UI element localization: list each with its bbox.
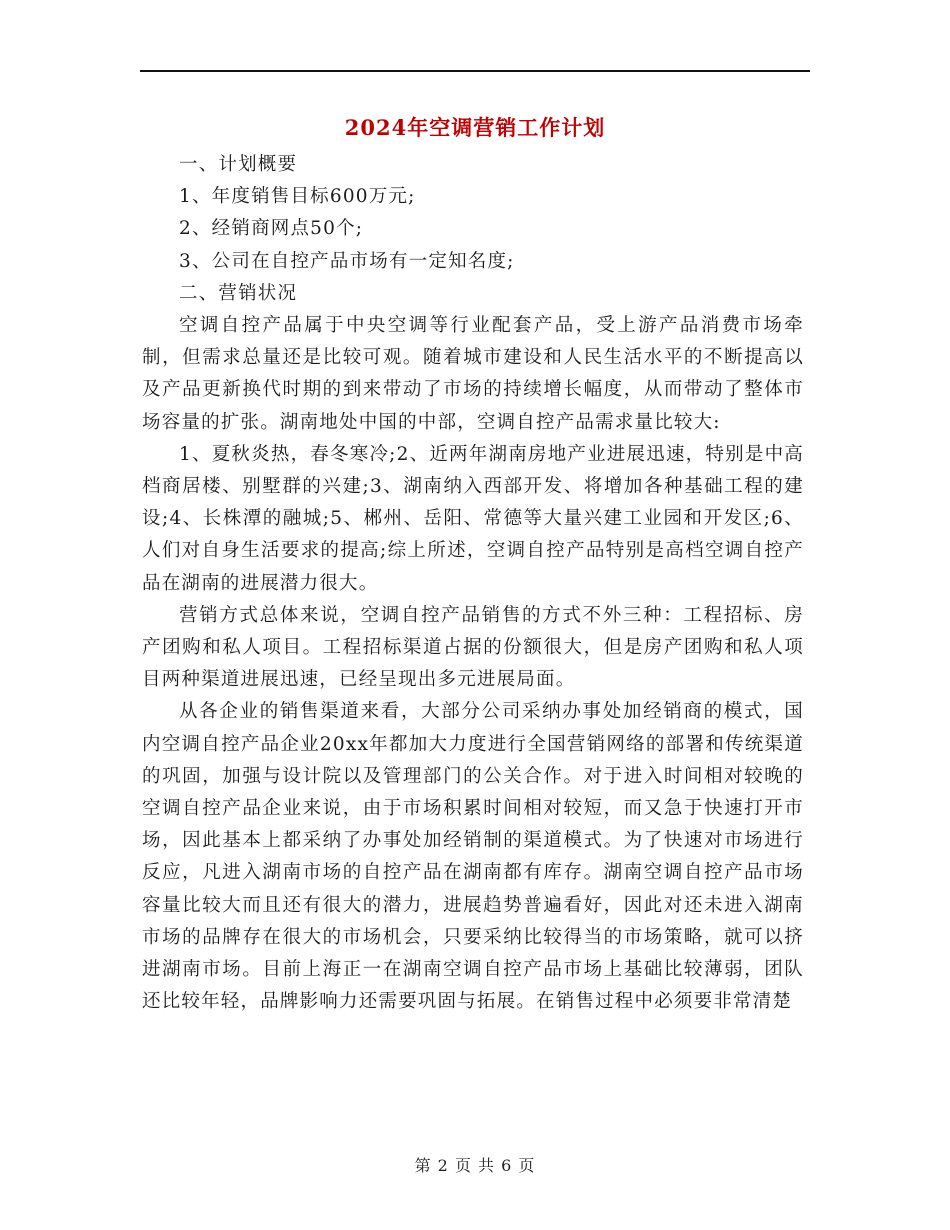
header-rule bbox=[140, 70, 810, 72]
page-footer: 第 2 页 共 6 页 bbox=[414, 1156, 536, 1175]
document-body bbox=[142, 149, 804, 1018]
paragraph-sales-channels: 从各企业的销售渠道来看，大部分公司采纳办事处加经销商的模式，国内空调自控产品企业20xx年都加大力度进行全国营销网络的部署和传统渠道的巩固，加强与设计院以及管理部门的公关合作。对于进入时间相对较晚的空调自控产品企业来说，由于市场积累时间相对较短，而又急于快速打开市场，因此基本上都采纳了办事处加经销制的渠道模式。为了快速对市场进行反应，凡进入湖南市场的自控产品在湖南都有库存。湖南空调自控产品市场容量比较大而且还有很大的潜力，进展趋势普遍看好，因此对还未进入湖南市场的品牌存在很大的市场机会，只要采纳比较得当的市场策略，就可以挤进湖南市场。目前上海正一在湖南空调自控产品市场上基础比较薄弱，团队还比较年轻，品牌影响力还需要巩固与拓展。在销售过程中必须要非常清楚 bbox=[142, 701, 804, 1013]
paragraph-sales-methods: 营销方式总体来说，空调自控产品销售的方式不外三种：工程招标、房产团购和私人项目。工程招标渠道占据的份额很大，但是房产团购和私人项目两种渠道进展迅速，已经呈现出多元进展局面。 bbox=[142, 604, 804, 691]
paragraph-demand-factors: 1、夏秋炎热，春冬寒冷;2、近两年湖南房地产业进展迅速，特别是中高档商居楼、别墅群的兴建;3、湖南纳入西部开发、将增加各种基础工程的建设;4、长株潭的融城;5、郴州、岳阳、常德等大量兴建工业园和开发区;6、人们对自身生活要求的提高;综上所述，空调自控产品特别是高档空调自控产品在湖南的进展潜力很大。 bbox=[142, 443, 804, 594]
plan-item-sales-target: 1、年度销售目标600万元; bbox=[179, 186, 416, 208]
section-heading-marketing-status: 二、营销状况 bbox=[179, 282, 298, 304]
plan-item-dealer-outlets: 2、经销商网点50个; bbox=[179, 218, 364, 240]
paragraph-market-overview: 空调自控产品属于中央空调等行业配套产品，受上游产品消费市场牵制，但需求总量还是比较可观。随着城市建设和人民生活水平的不断提高以及产品更新换代时期的到来带动了市场的持续增长幅度，从而带动了整体市场容量的扩张。湖南地处中国的中部，空调自控产品需求量比较大: bbox=[142, 315, 804, 433]
section-heading-plan-overview: 一、计划概要 bbox=[179, 154, 298, 175]
document-title: 2024年空调营销工作计划 bbox=[344, 115, 606, 140]
plan-item-brand-awareness: 3、公司在自控产品市场有一定知名度; bbox=[179, 250, 515, 272]
